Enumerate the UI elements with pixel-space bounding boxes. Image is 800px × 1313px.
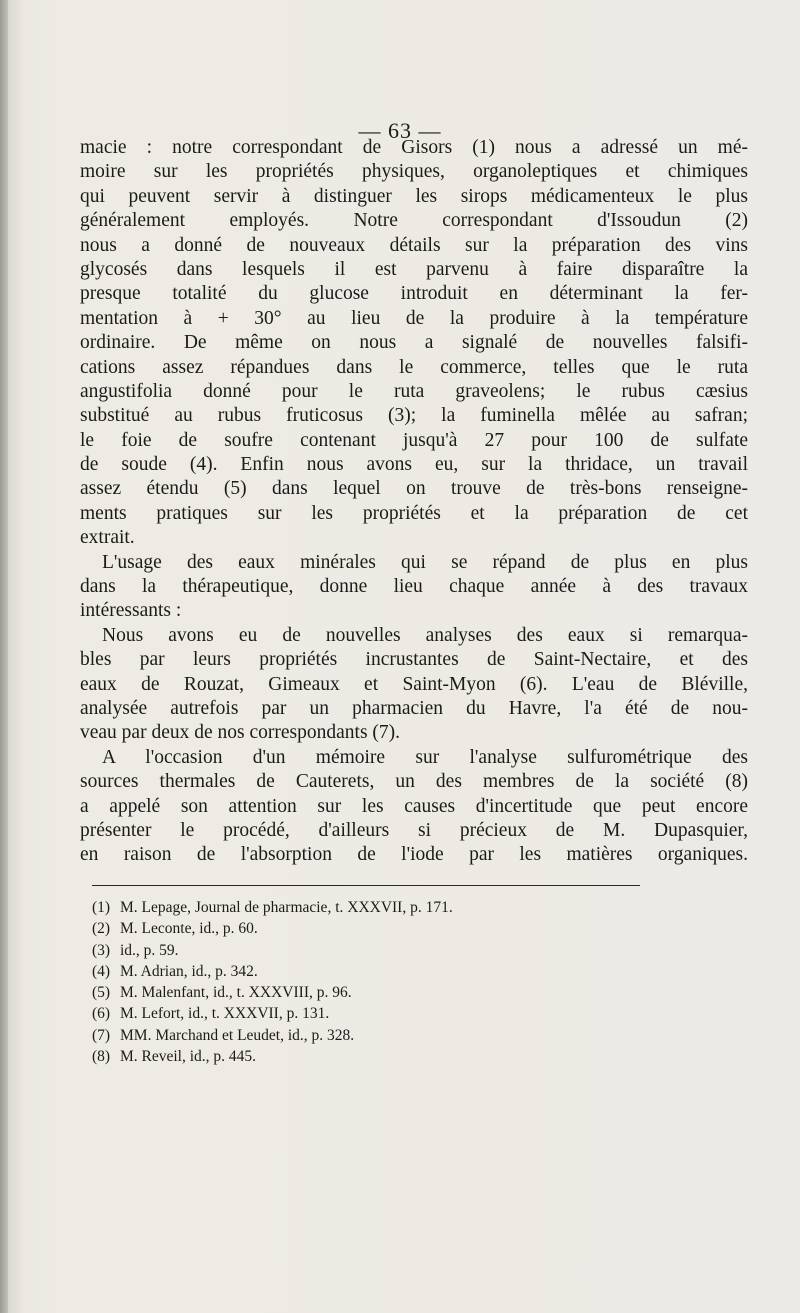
footnote	[92, 1025, 453, 1046]
footnote	[92, 1046, 453, 1067]
footnote	[92, 961, 453, 982]
text-line: généralement employés. Notre correspondant d'Issoudun (2)	[80, 210, 748, 232]
text-line: macie : notre correspondant de Gisors (1) nous a adressé un mé-	[80, 137, 748, 158]
footnote	[92, 897, 453, 918]
page-number: — 63 —	[358, 118, 442, 143]
text-line: substitué au rubus fruticosus (3); la fuminella mêlée au safran;	[80, 405, 748, 427]
text-line: L'usage des eaux minérales qui se répand de plus en plus	[102, 551, 748, 573]
text-line: cations assez répandues dans le commerce, telles que le ruta	[80, 356, 748, 378]
paragraph	[80, 551, 748, 624]
footnote-text: M. Leconte, id., p. 60.	[120, 920, 258, 938]
text-line: extrait.	[80, 527, 135, 549]
footnote-number: (1)	[92, 899, 111, 916]
text-line: glycosés dans lesquels il est parvenu à faire disparaître la	[80, 258, 748, 280]
text-line: ordinaire. De même on nous a signalé de nouvelles falsifi-	[80, 332, 748, 354]
text-line: ments pratiques sur les propriétés et la préparation de cet	[80, 502, 748, 524]
text-line: moire sur les propriétés physiques, organoleptiques et chimiques	[80, 161, 748, 183]
text-line: eaux de Rouzat, Gimeaux et Saint-Myon (6). L'eau de Bléville,	[80, 673, 748, 695]
footnote-text: id., p. 59.	[120, 941, 179, 959]
footnote-text: M. Lefort, id., t. XXXVII, p. 131.	[120, 1005, 330, 1023]
text-line: de soude (4). Enfin nous avons eu, sur la thridace, un travail	[80, 454, 748, 476]
text-line: veau par deux de nos correspondants (7).	[80, 722, 401, 744]
footnote-text: M. Reveil, id., p. 445.	[120, 1048, 257, 1066]
text-line: presque totalité du glucose introduit en déterminant la fer-	[80, 283, 748, 305]
text-line: bles par leurs propriétés incrustantes de Saint-Nectaire, et des	[80, 649, 748, 671]
page-gutter-shadow	[0, 0, 8, 1313]
footnote-text: M. Malenfant, id., t. XXXVIII, p. 96.	[120, 984, 352, 1002]
text-line: qui peuvent servir à distinguer les sirops médicamenteux le plus	[80, 185, 748, 207]
text-line: assez étendu (5) dans lequel on trouve de très-bons renseigne-	[80, 478, 748, 500]
text-line: présenter le procédé, d'ailleurs si précieux de M. Dupasquier,	[80, 819, 748, 841]
footnote-number: (3)	[92, 941, 111, 959]
footnote-number: (6)	[92, 1005, 111, 1023]
footnotes	[92, 897, 453, 1067]
body-text	[80, 136, 748, 868]
paragraph	[80, 624, 748, 746]
footnote-number: (2)	[92, 920, 111, 938]
footnote-separator-rule	[92, 885, 640, 886]
text-line: a appelé son attention sur les causes d'incertitude que peut encore	[80, 795, 748, 817]
footnote	[92, 940, 453, 961]
text-line: le foie de soufre contenant jusqu'à 27 pour 100 de sulfate	[80, 429, 748, 451]
footnote-text: MM. Marchand et Leudet, id., p. 328.	[120, 1026, 355, 1044]
footnote-number: (8)	[92, 1048, 111, 1066]
text-line: Nous avons eu de nouvelles analyses des eaux si remarqua-	[102, 624, 748, 646]
footnote	[92, 1003, 453, 1024]
text-line: A l'occasion d'un mémoire sur l'analyse sulfurométrique des	[102, 746, 748, 768]
footnote	[92, 918, 453, 939]
text-line: mentation à + 30° au lieu de la produire à la température	[80, 307, 748, 329]
text-line: en raison de l'absorption de l'iode par les matières organiques.	[80, 844, 748, 866]
footnote-number: (5)	[92, 984, 111, 1002]
text-line: intéressants :	[80, 600, 182, 622]
footnote	[92, 982, 453, 1003]
text-line: angustifolia donné pour le ruta graveolens; le rubus cæsius	[80, 380, 748, 402]
footnote-number: (4)	[92, 962, 111, 980]
text-line: dans la thérapeutique, donne lieu chaque année à des travaux	[80, 576, 748, 598]
paragraph	[80, 746, 748, 868]
footnote-number: (7)	[92, 1026, 111, 1044]
footnote-text: M. Lepage, Journal de pharmacie, t. XXXVII, p. 171.	[120, 899, 453, 916]
text-line: nous a donné de nouveaux détails sur la préparation des vins	[80, 234, 748, 256]
footnote-text: M. Adrian, id., p. 342.	[120, 962, 258, 980]
text-line: analysée autrefois par un pharmacien du Havre, l'a été de nou-	[80, 697, 748, 719]
text-line: sources thermales de Cauterets, un des membres de la société (8)	[80, 771, 748, 793]
paragraph	[80, 136, 748, 551]
